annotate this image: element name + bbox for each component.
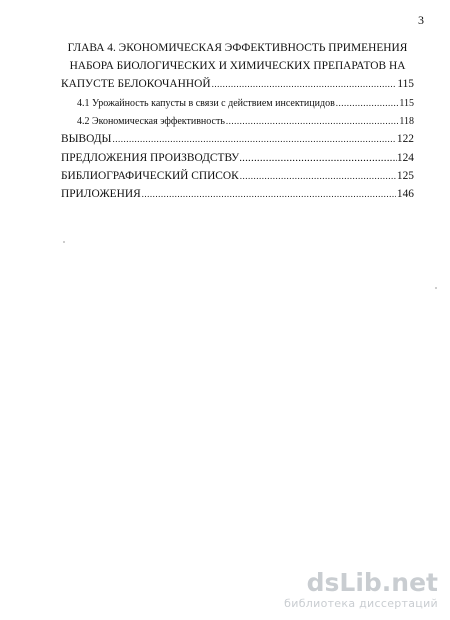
toc-entry-chapter-4 (61, 76, 414, 92)
toc-entry-page: 115 (397, 78, 414, 90)
toc-entry-label: ПРЕДЛОЖЕНИЯ ПРОИЗВОДСТВУ (61, 152, 240, 164)
toc-entry-4-2 (77, 113, 414, 130)
toc-entry-label: ВЫВОДЫ (61, 133, 112, 145)
dot-leader (240, 168, 396, 184)
toc-entry-appendices (61, 186, 414, 202)
toc-entry-label: ПРИЛОЖЕНИЯ (61, 188, 141, 200)
toc-entry-bibliography (61, 168, 414, 184)
scan-speck (63, 241, 65, 243)
dot-leader (142, 186, 396, 202)
chapter-heading-line-2: НАБОРА БИОЛОГИЧЕСКИХ И ХИМИЧЕСКИХ ПРЕПАРАТОВ НА (69, 60, 406, 72)
dot-leader (113, 131, 396, 147)
chapter-heading-line-1: ГЛАВА 4. ЭКОНОМИЧЕСКАЯ ЭФФЕКТИВНОСТЬ ПРИМЕНЕНИЯ (67, 42, 408, 54)
toc-entry-page: 125 (396, 170, 414, 182)
watermark-logo: dsLib.net (306, 568, 438, 597)
watermark-tagline: библиотека диссертаций (284, 597, 438, 610)
toc-entry-page: 146 (396, 188, 414, 200)
page-number: 3 (418, 13, 424, 27)
toc-entry-page: 122 (396, 133, 414, 145)
toc-entry-label: БИБЛИОГРАФИЧЕСКИЙ СПИСОК (61, 170, 239, 182)
dot-leader (336, 95, 399, 111)
toc-entry-label: КАПУСТЕ БЕЛОКОЧАННОЙ (61, 78, 211, 90)
dot-leader (226, 113, 398, 129)
scan-speck (435, 287, 437, 289)
toc-entry-page: 118 (399, 116, 414, 127)
toc-entry-conclusions (61, 131, 414, 147)
toc-entry-proposals (61, 150, 414, 166)
watermark (284, 570, 438, 610)
toc-entry-4-1 (77, 95, 414, 112)
toc-entry-label: 4.1 Урожайность капусты в связи с действием инсектицидов (77, 98, 335, 109)
dot-leader (212, 76, 397, 92)
toc-entry-page: 115 (399, 98, 414, 109)
toc-entry-label: 4.2 Экономическая эффективность (77, 116, 225, 127)
dot-leader (239, 150, 397, 166)
toc-entry-page: 124 (396, 152, 414, 164)
